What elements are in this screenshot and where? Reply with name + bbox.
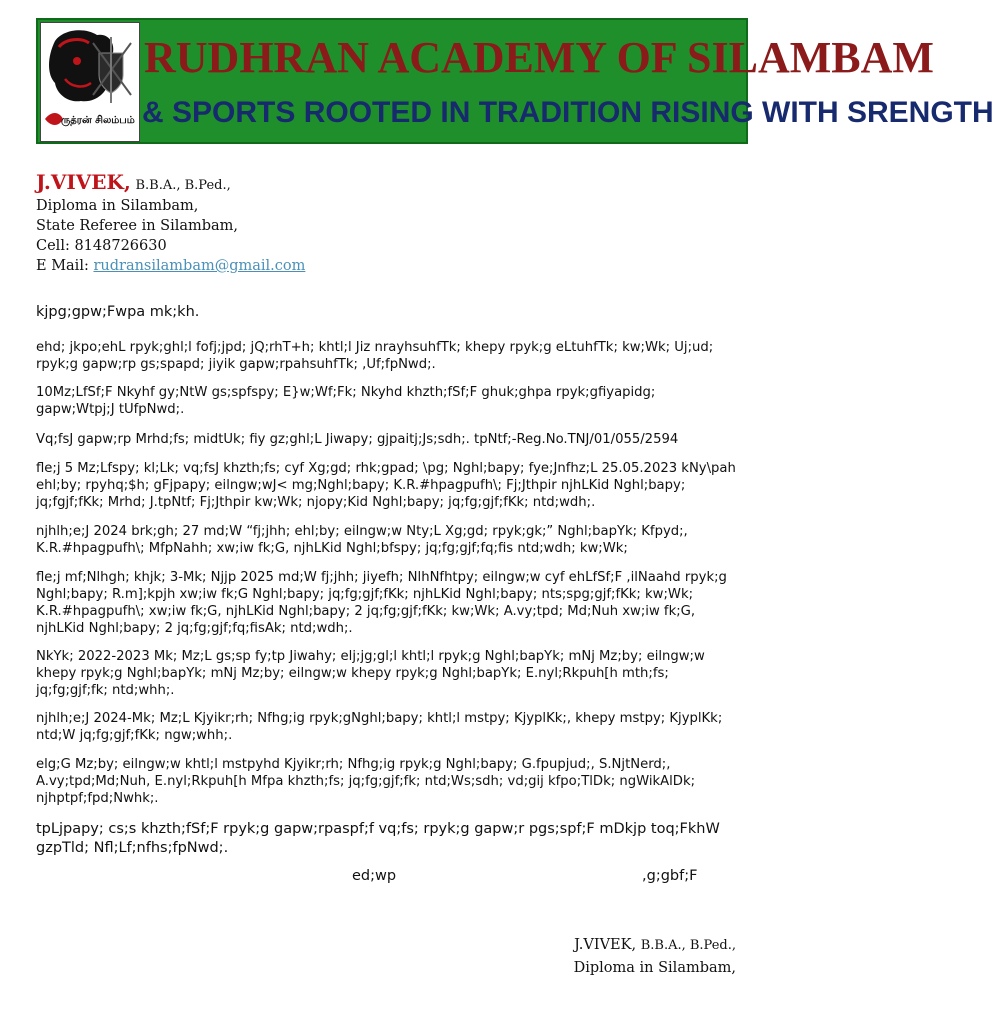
paragraph-3: Vq;fsJ gapw;rp Mrhd;fs; midtUk; fiy gz;ghl;L Jiwapy; gjpaitj;Js;sdh;. tpNtf;-Reg.No.TNJ/01/055/2594: [36, 432, 679, 447]
academy-tagline: & SPORTS ROOTED IN TRADITION RISING WITH SRENGTH: [142, 96, 994, 129]
paragraph-9: elg;G Mz;by; eilngw;w khtl;l mstpyhd Kjyikr;rh; Nfhg;ig rpyk;g Nghl;bapy; G.fpupjud;, S.NjtNerd;, A.vy;tpd;Md;Nuh, E.nyl;Rkpuh[h Mfpa khzth;fs; jq;fg;gjf;fk; ntd;Ws;sdh; vd;gij kfpo;TlDk; ngWikAlDk; njhptpf;fpd;Nwhk;.: [36, 757, 696, 806]
thanks-text: ed;wp: [352, 868, 397, 884]
sender-cell: Cell: 8148726630: [36, 238, 167, 254]
signature-diploma: Diploma in Silambam,: [573, 960, 736, 976]
paragraph-6: fle;j mf;Nlhgh; khjk; 3-Mk; Njjp 2025 md;W fj;jhh; jiyefh; NlhNfhtpy; eilngw;w cyf ehLfSf;F ,ilNaahd rpyk;g Nghl;bapy; R.m];kpjh xw;iw fk;G Nghl;bapy; jq;fg;gjf;fKk; njhLKid Nghl;bapy; nts;spg;gjf;fKk; kw;Wk; K.R.#hpagpufh\; xw;iw fk;G, njhLKid Nghl;bapy; 2 jq;fg;gjf;fKk; kw;Wk; A.vy;tpd; Md;Nuh xw;iw fk;G, njhLKid Nghl;bapy; 2 jq;fg;gjf;fq;fisAk; ntd;wdh;.: [36, 570, 727, 636]
sender-name: J.VIVEK,: [36, 170, 131, 194]
sender-referee: State Referee in Silambam,: [36, 218, 239, 234]
paragraph-4: fle;j 5 Mz;Lfspy; kl;Lk; vq;fsJ khzth;fs; cyf Xg;gd; rhk;gpad; \pg; Nghl;bapy; fye;Jnfhz;L 25.05.2023 kNy\pah ehl;by; rpyhq;$h; gFjpapy; eilngw;wJ< mg;Nghl;bapy; K.R.#hpagpufh\; Fj;Jthpir njhLKid Nghl;bapy; jq;fgjf;fKk; Mrhd; J.tpNtf; Fj;Jthpir kw;Wk; njopy;Kid Nghl;bapy; jq;fg;gjf;fKk; ntd;wdh;.: [36, 461, 736, 510]
paragraph-2: 10Mz;LfSf;F Nkyhf gy;NtW gs;spfspy; E}w;Wf;Fk; Nkyhd khzth;fSf;F ghuk;ghpa rpyk;gfiyapidg; gapw;Wtpj;J tUfpNwd;.: [36, 385, 656, 417]
greeting: kjpg;gpw;Fwpa mk;kh.: [36, 304, 200, 320]
paragraph-7: NkYk; 2022-2023 Mk; Mz;L gs;sp fy;tp Jiwahy; elj;jg;gl;l khtl;l rpyk;g Nghl;bapYk; mNj Mz;by; eilngw;w khepy rpyk;g Nghl;bapYk; mNj Mz;by; eilngw;w khepy rpyk;g Nghl;bapYk; E.nyl;Rkpuh[h mth;fs; jq;fg;gjf;fk; ntd;whh;.: [36, 649, 705, 698]
academy-title: RUDHRAN ACADEMY OF SILAMBAM: [144, 33, 934, 82]
academy-logo: [40, 22, 140, 142]
paragraph-1: ehd; jkpo;ehL rpyk;ghl;l fofj;jpd; jQ;rhT+h; khtl;l Jiz nrayhsuhfTk; khepy rpyk;g eLtuhfTk; kw;Wk; Uj;ud; rpyk;g gapw;rp gs;spapd; jiyik gapw;rpahsuhfTk; ,Uf;fpNwd;.: [36, 340, 714, 372]
yours-faithfully-text: ,g;gbf;F: [642, 868, 698, 884]
signature-block: [536, 934, 736, 979]
sender-diploma: Diploma in Silambam,: [36, 198, 199, 214]
paragraph-5: njhlh;e;J 2024 brk;gh; 27 md;W “fj;jhh; ehl;by; eilngw;w Nty;L Xg;gd; rpyk;gk;” Nghl;bapYk; Kfpyd;, K.R.#hpagpufh\; MfpNahh; xw;iw fk;G, njhLKid Nghl;bfspy; jq;fg;gjf;fq;fis ntd;wdh; kw;Wk;: [36, 524, 688, 556]
signature-name: J.VIVEK,: [574, 937, 637, 953]
paragraph-8: njhlh;e;J 2024-Mk; Mz;L Kjyikr;rh; Nfhg;ig rpyk;gNghl;bapy; khtl;l mstpy; KjyplKk;, khepy mstpy; KjyplKk; ntd;W jq;fg;gjf;fKk; ngw;whh;.: [36, 711, 723, 743]
logo-caption: ருத்ரன் சிலம்பம்: [61, 115, 135, 126]
signature-degrees: B.B.A., B.Ped.,: [640, 938, 736, 953]
sender-degrees: B.B.A., B.Ped.,: [135, 178, 231, 193]
sender-email-row: [36, 256, 305, 276]
closing-request: tpLjpapy; cs;s khzth;fSf;F rpyk;g gapw;rpaspf;f vq;fs; rpyk;g gapw;r pgs;spf;F mDkjp toq;FkhW gzpTld; Nfl;Lf;nfhs;fpNwd;.: [36, 821, 720, 856]
sender-block: [36, 172, 305, 276]
email-label: E Mail:: [36, 258, 94, 274]
letterhead-banner: [36, 18, 994, 144]
email-link[interactable]: rudransilambam@gmail.com: [93, 258, 306, 274]
